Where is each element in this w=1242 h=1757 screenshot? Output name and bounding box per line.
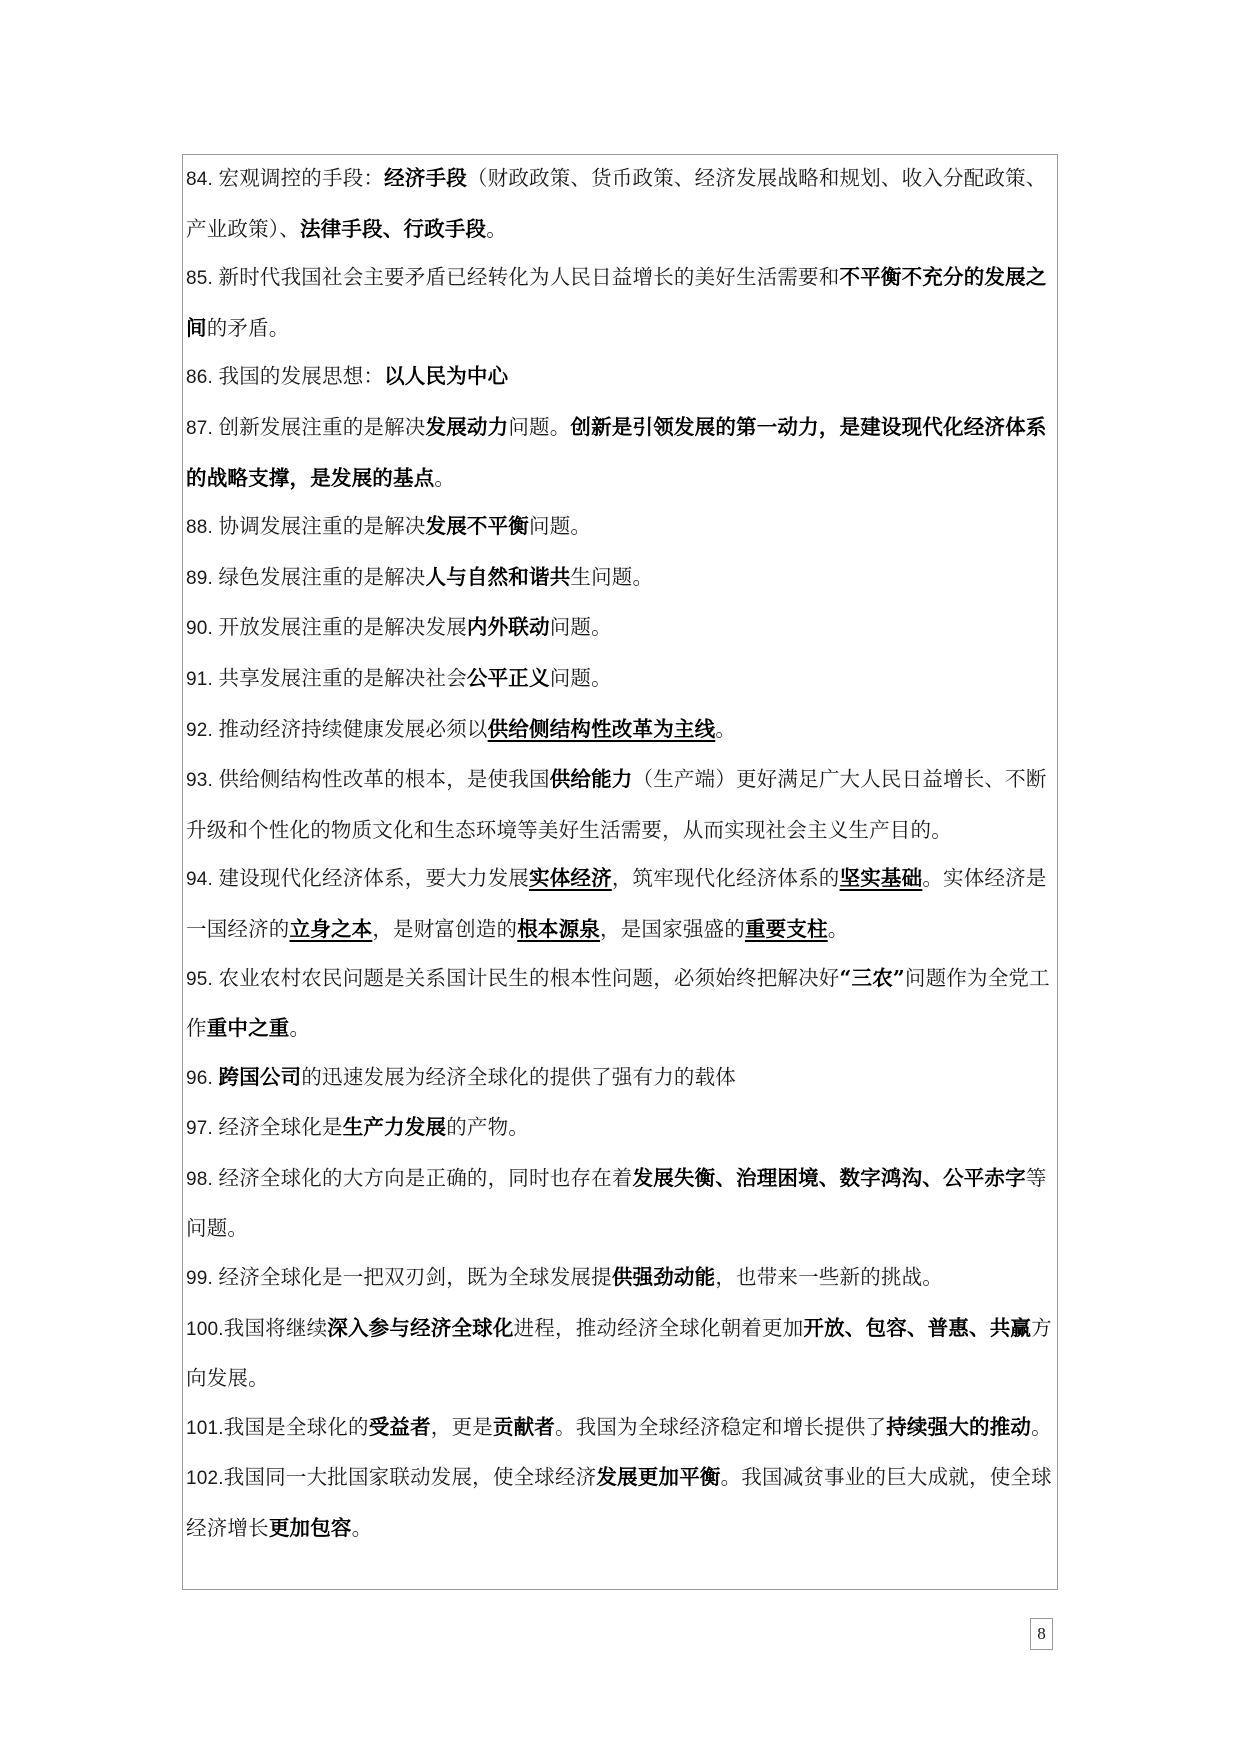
item-number: 85. <box>186 268 219 290</box>
item-text: 农业农村农民问题是关系国计民生的根本性问题，必须始终把解决好 <box>218 965 840 990</box>
item-text: ，筑牢现代化经济体系的 <box>611 866 840 891</box>
item-number: 102. <box>186 1468 224 1490</box>
list-item <box>186 603 1058 654</box>
list-item <box>186 705 1058 756</box>
item-number: 86. <box>186 367 219 389</box>
item-text: 问题。 <box>549 615 612 640</box>
item-text: 。我国为全球经济稳定和增长提供了 <box>555 1414 887 1439</box>
item-text: （财政政策、货币政策、经济发展战略和规划、收入分配政策、产业政策）、 <box>186 166 1047 241</box>
item-text: 问题。 <box>549 665 612 690</box>
item-number: 100. <box>186 1318 224 1340</box>
list-item <box>186 1253 1058 1304</box>
item-number: 101. <box>186 1417 224 1439</box>
key-term: 创新是引领发展的第一动力，是建设现代化经济体系的战略支撑，是发展的基点 <box>186 414 1047 490</box>
item-text: 。 <box>1031 1414 1052 1439</box>
key-term: 贡献者 <box>492 1414 556 1439</box>
key-term: 供强劲动能 <box>611 1265 716 1290</box>
item-text: 问题。 <box>508 414 571 439</box>
item-number: 99. <box>186 1268 219 1290</box>
item-text: ，更是 <box>430 1414 493 1439</box>
key-term: 发展不平衡 <box>425 514 529 539</box>
item-text: 。 <box>289 1016 311 1041</box>
item-number: 94. <box>186 869 219 891</box>
list-item <box>186 253 1058 352</box>
item-text: 问题。 <box>529 514 592 539</box>
list-item <box>186 154 1058 253</box>
key-term: 重中之重 <box>206 1016 290 1041</box>
item-text: 。 <box>434 465 456 490</box>
key-term: 生产力发展 <box>342 1115 447 1140</box>
item-text: 的产物。 <box>446 1115 530 1140</box>
item-text: 的迅速发展为经济全球化的提供了强有力的载体 <box>301 1064 737 1089</box>
key-term: 以人民为中心 <box>384 364 509 389</box>
list-item <box>186 954 1058 1053</box>
item-text: 。 <box>486 216 507 241</box>
item-text: 创新发展注重的是解决 <box>218 414 426 439</box>
item-text: 的矛盾。 <box>206 315 290 340</box>
list-item <box>186 1053 1058 1104</box>
item-number: 84. <box>186 169 219 190</box>
key-term: 开放、包容、普惠、共赢 <box>803 1315 1032 1340</box>
key-term: 人与自然和谐共 <box>425 564 571 589</box>
item-text: 。我国减贫事业的巨大成就，使全球经济增长 <box>186 1465 1052 1541</box>
item-text: 进程，推动经济全球化朝着更加 <box>513 1315 804 1340</box>
item-text: 开放发展注重的是解决发展 <box>218 615 467 640</box>
item-text: 。实体经济是一国经济的 <box>186 866 1047 941</box>
item-text: 推动经济持续健康发展必须以 <box>218 716 488 741</box>
item-number: 95. <box>186 968 219 990</box>
item-text: 问题作为全党工作 <box>186 965 1050 1041</box>
item-text: 经济全球化是一把双刃剑，既为全球发展提 <box>218 1265 612 1290</box>
item-text: 我国同一大批国家联动发展，使全球经济 <box>223 1465 597 1490</box>
item-text: 共享发展注重的是解决社会 <box>218 665 467 690</box>
item-number: 93. <box>186 770 219 792</box>
item-text: 我国将继续 <box>223 1315 328 1340</box>
key-term-underlined: 坚实基础 <box>839 866 923 891</box>
list-item <box>186 502 1058 553</box>
item-text: 。 <box>827 916 849 941</box>
item-number: 98. <box>186 1168 219 1190</box>
item-text: 经济全球化是 <box>218 1115 343 1140</box>
list-item <box>186 1304 1058 1403</box>
item-text: 生问题。 <box>570 564 654 589</box>
key-term: 不平衡不充分的发展之间 <box>186 265 1047 340</box>
list-item <box>186 553 1058 604</box>
key-term-underlined: 立身之本 <box>289 916 373 941</box>
item-text: ，是国家强盛的 <box>600 916 745 941</box>
key-term: 法律手段、行政手段 <box>299 216 487 241</box>
key-term: 受益者 <box>368 1414 431 1439</box>
key-term: 内外联动 <box>466 615 550 640</box>
item-text: 我国是全球化的 <box>223 1414 369 1439</box>
key-term: 公平正义 <box>466 665 550 690</box>
item-number: 92. <box>186 719 219 741</box>
key-term-underlined: 实体经济 <box>529 866 612 891</box>
list-item <box>186 854 1058 953</box>
list-item <box>186 1103 1058 1154</box>
item-text: ，是财富创造的 <box>372 916 518 941</box>
item-number: 97. <box>186 1118 219 1140</box>
list-item <box>186 1154 1058 1253</box>
item-text: 新时代我国社会主要矛盾已经转化为人民日益增长的美好生活需要和 <box>218 265 840 290</box>
key-term: 经济手段 <box>384 166 467 190</box>
item-text: 协调发展注重的是解决 <box>218 514 426 539</box>
key-term: 深入参与经济全球化 <box>327 1315 514 1340</box>
item-number: 96. <box>186 1067 219 1089</box>
key-term-underlined: 重要支柱 <box>744 916 828 941</box>
key-term: 跨国公司 <box>218 1064 302 1089</box>
list-item <box>186 403 1058 502</box>
item-text: 供给侧结构性改革的根本，是使我国 <box>218 767 550 792</box>
key-term-underlined: 根本源泉 <box>517 916 601 941</box>
item-text: 我国的发展思想： <box>218 364 385 389</box>
key-term: 供给能力 <box>549 767 633 792</box>
item-text: 。 <box>351 1516 373 1541</box>
item-text: 。 <box>715 716 737 741</box>
list-item <box>186 755 1058 854</box>
list-item <box>186 1453 1058 1552</box>
item-number: 90. <box>186 618 219 640</box>
list-item <box>186 1403 1058 1454</box>
list-item <box>186 352 1058 403</box>
key-term: 持续强大的推动 <box>886 1414 1032 1439</box>
item-text: 宏观调控的手段： <box>218 166 385 190</box>
list-item <box>186 654 1058 705</box>
item-text: （生产端）更好满足广大人民日益增长、不断升级和个性化的物质文化和生态环境等美好生活需要，从而实现社会主义生产目的。 <box>186 767 1047 842</box>
item-number: 88. <box>186 517 219 539</box>
item-text: 绿色发展注重的是解决 <box>218 564 426 589</box>
item-number: 89. <box>186 567 219 589</box>
item-text: 经济全球化的大方向是正确的，同时也存在着 <box>218 1165 633 1190</box>
item-number: 87. <box>186 417 219 439</box>
item-text: ，也带来一些新的挑战。 <box>715 1265 944 1290</box>
document-body <box>186 154 1058 1553</box>
key-term: 发展失衡、治理困境、数字鸿沟、公平赤字 <box>632 1165 1026 1190</box>
key-term: 发展更加平衡 <box>596 1465 721 1490</box>
item-text: 等问题。 <box>186 1165 1047 1241</box>
key-term: 更加包容 <box>268 1516 352 1541</box>
item-number: 91. <box>186 668 219 690</box>
key-term: “三农” <box>839 965 905 990</box>
item-text: 建设现代化经济体系，要大力发展 <box>218 866 529 891</box>
key-term-underlined: 供给侧结构性改革为主线 <box>487 716 716 741</box>
key-term: 发展动力 <box>425 414 509 439</box>
item-text: 方向发展。 <box>186 1315 1052 1391</box>
page-number: 8 <box>1030 1618 1053 1650</box>
